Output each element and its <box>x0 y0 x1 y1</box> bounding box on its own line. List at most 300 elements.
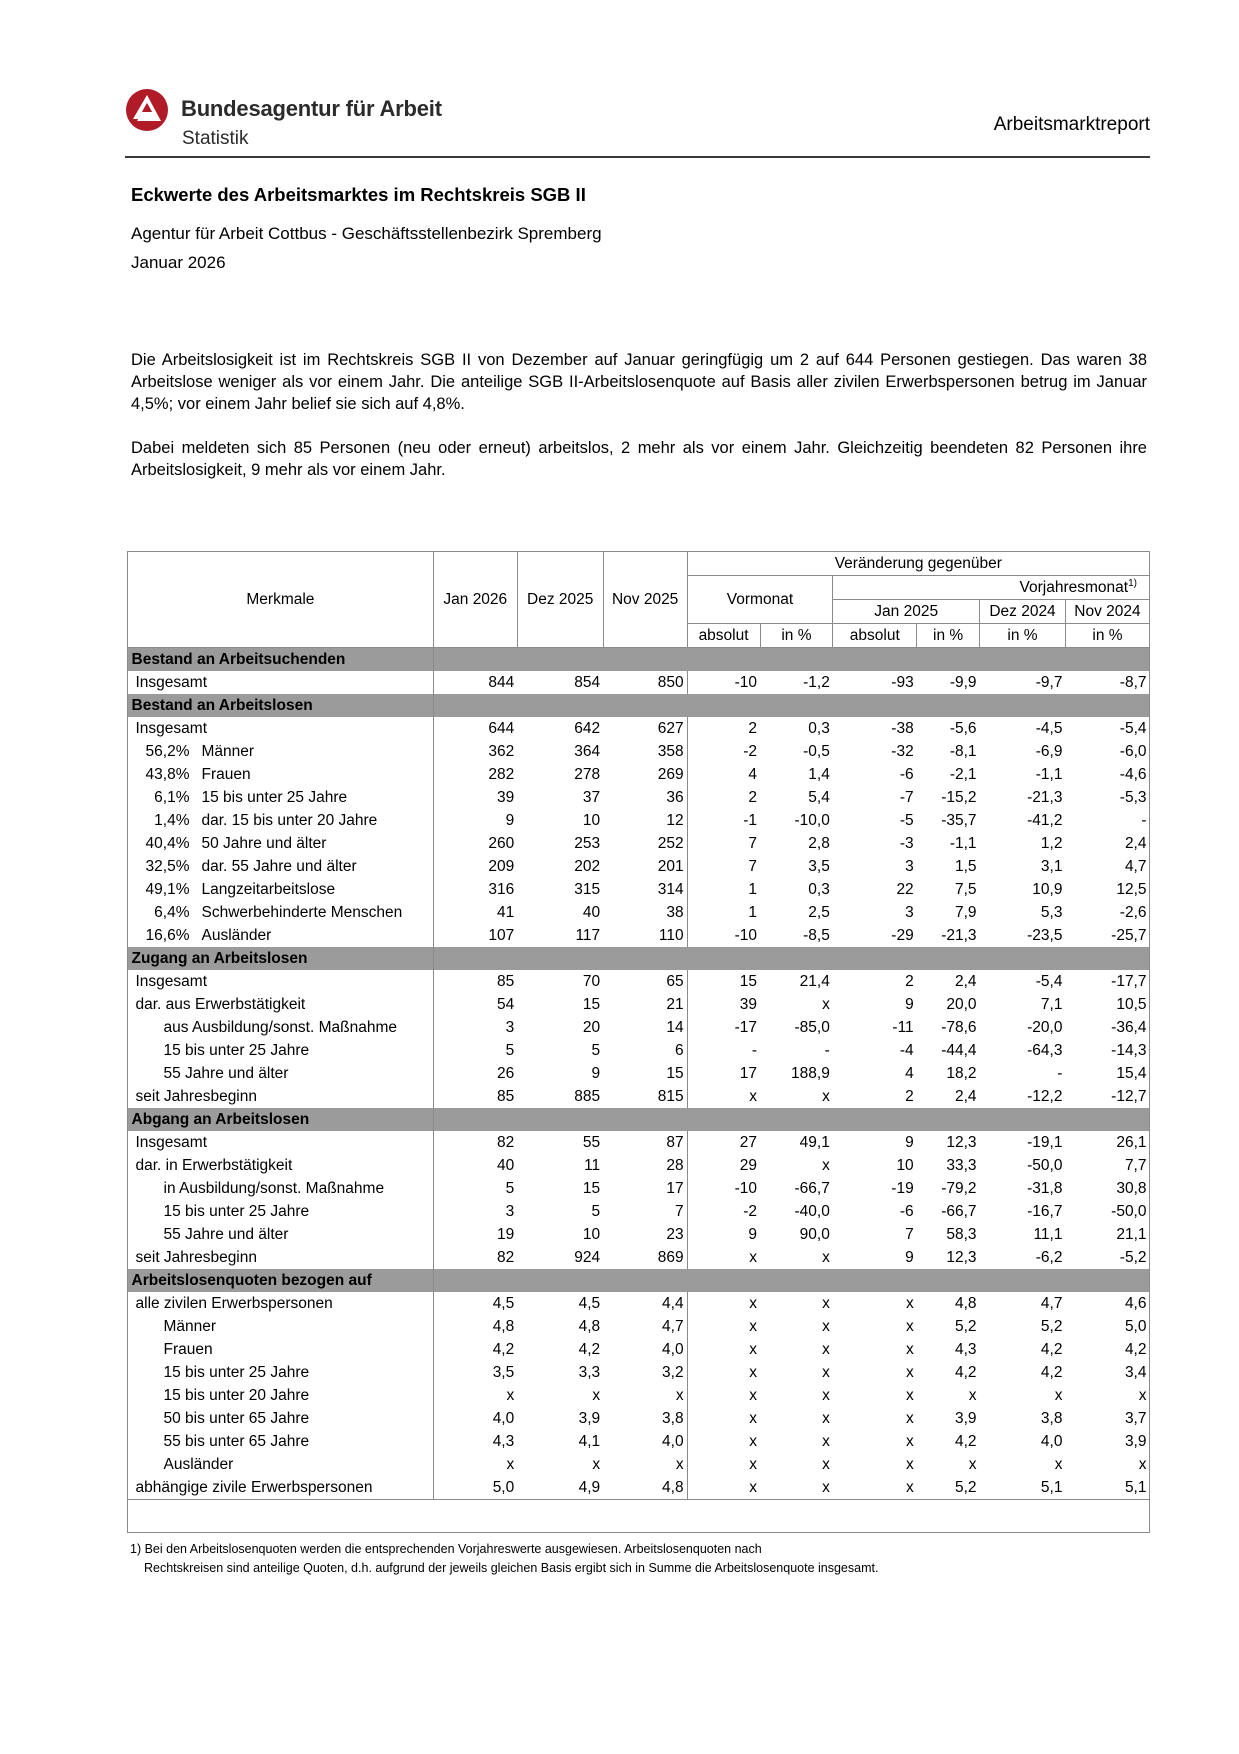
value-cell: 4,2 <box>1040 1340 1063 1358</box>
section-fill <box>433 648 1149 672</box>
value-cell: 4,0 <box>1040 1432 1063 1450</box>
value-cell: 15 <box>582 995 601 1013</box>
table-row <box>128 1223 1150 1246</box>
value-cell: 869 <box>603 1246 687 1269</box>
row-label: 55 Jahre und älter <box>163 1064 289 1082</box>
value-cell: 2 <box>748 719 758 737</box>
row-label-cell <box>128 1085 434 1108</box>
row-label-cell <box>128 1453 434 1476</box>
section-fill <box>433 1269 1149 1292</box>
value-cell: 40 <box>582 903 601 921</box>
value-cell: 20 <box>582 1018 601 1036</box>
value-cell: 2 <box>748 788 758 806</box>
value-cell: x <box>822 1248 830 1266</box>
row-label: Männer <box>163 1317 217 1335</box>
row-label: seit Jahresbeginn <box>135 1248 257 1266</box>
section-header-row <box>128 648 1150 672</box>
row-label: Insgesamt <box>135 673 208 691</box>
section-title: Abgang an Arbeitslosen <box>128 1108 434 1131</box>
row-label: Frauen <box>163 1340 213 1358</box>
value-cell: 4,7 <box>1124 857 1147 875</box>
row-label-cell <box>128 1200 434 1223</box>
header-merkmale: Merkmale <box>128 552 434 648</box>
value-cell: 1,5 <box>954 857 977 875</box>
value-cell: 7,5 <box>954 880 977 898</box>
value-cell: 3,4 <box>1124 1363 1147 1381</box>
value-cell: 5,0 <box>1124 1317 1147 1335</box>
row-label-cell <box>128 1384 434 1407</box>
value-cell: 21,4 <box>799 972 830 990</box>
table-row <box>128 993 1150 1016</box>
value-cell: 12 <box>603 809 687 832</box>
value-cell: 70 <box>582 972 601 990</box>
section-fill <box>433 694 1149 717</box>
value-cell: 9 <box>905 995 914 1013</box>
value-cell: x <box>749 1432 758 1450</box>
value-cell: x <box>822 1386 830 1404</box>
value-cell: 9 <box>748 1225 758 1243</box>
value-cell: 17 <box>739 1064 758 1082</box>
row-label: Ausländer <box>163 1455 234 1473</box>
value-cell: x <box>822 1340 830 1358</box>
value-cell: 11 <box>584 1156 601 1174</box>
value-cell: 188,9 <box>791 1064 830 1082</box>
header-nov2024: Nov 2024 <box>1065 600 1149 624</box>
value-cell: 854 <box>574 673 601 691</box>
header-vorjahresmonat: Vorjahresmonat$^{1)}$ <box>833 576 1150 600</box>
value-cell: 209 <box>488 857 515 875</box>
value-cell: -78,6 <box>941 1018 977 1036</box>
value-cell: -10,0 <box>794 811 830 829</box>
table-row <box>128 1246 1150 1269</box>
value-cell: -8,7 <box>1119 673 1147 691</box>
row-label-cell <box>128 1177 434 1200</box>
value-cell: -19 <box>891 1179 914 1197</box>
table-row <box>128 832 1150 855</box>
value-cell: -5 <box>899 811 914 829</box>
row-label-cell <box>128 1407 434 1430</box>
summary-paragraph-1: Die Arbeitslosigkeit ist im Rechtskreis SGB II von Dezember auf Januar geringfügig um 2 auf 644 Personen gestiegen. Das waren 38 Arbeitslose weniger als vor einem Jahr. Die anteilige SGB II-Arbeitslosenquote auf Basis aller zivilen Erwerbspersonen betrug im Januar 4,5%; vor einem Jahr belief sie sich auf 4,8%. <box>131 351 1147 413</box>
value-cell: 202 <box>574 857 601 875</box>
value-cell: -1,1 <box>1035 765 1063 783</box>
row-label-cell <box>128 1223 434 1246</box>
value-cell: 26 <box>497 1064 515 1082</box>
value-cell: 26,1 <box>1116 1133 1147 1151</box>
value-cell: -93 <box>891 673 914 691</box>
row-label-cell <box>128 1016 434 1039</box>
value-cell: -17,7 <box>1111 972 1147 990</box>
value-cell: 0,3 <box>808 719 830 737</box>
summary-paragraph-2: Dabei meldeten sich 85 Personen (neu oder erneut) arbeitslos, 2 mehr als vor einem Jahr. Gleichzeitig beendeten 82 Personen ihre Arbeitslosigkeit, 9 mehr als vor einem Jahr. <box>131 439 1147 479</box>
value-cell: -7 <box>899 788 914 806</box>
value-cell: - <box>1057 1064 1063 1082</box>
value-cell: x <box>905 1317 914 1335</box>
value-cell: 260 <box>488 834 515 852</box>
value-cell: 627 <box>603 717 687 740</box>
row-label-cell <box>128 1338 434 1361</box>
value-cell: 30,8 <box>1116 1179 1147 1197</box>
value-cell: -16,7 <box>1027 1202 1063 1220</box>
value-cell: 2,4 <box>954 972 977 990</box>
value-cell: x <box>749 1409 758 1427</box>
value-cell: 1,4 <box>808 765 830 783</box>
table-row <box>128 1085 1150 1108</box>
table-row <box>128 671 1150 694</box>
row-share-pct: 1,4% <box>154 811 190 829</box>
table-row <box>128 1292 1150 1315</box>
row-label: dar. in Erwerbstätigkeit <box>135 1156 293 1174</box>
value-cell: -41,2 <box>1027 811 1063 829</box>
report-date: Januar 2026 <box>131 253 226 272</box>
value-cell: x <box>822 995 830 1013</box>
value-cell: -0,5 <box>803 742 830 760</box>
value-cell: 269 <box>603 763 687 786</box>
value-cell: 38 <box>603 901 687 924</box>
row-label: 15 bis unter 25 Jahre <box>163 1363 310 1381</box>
value-cell: 1 <box>748 880 758 898</box>
value-cell: -1 <box>743 811 758 829</box>
value-cell: 3,7 <box>1124 1409 1147 1427</box>
value-cell: x <box>833 1476 917 1500</box>
row-label: dar. 15 bis unter 20 Jahre <box>201 811 378 829</box>
row-label: 15 bis unter 25 Jahre <box>163 1202 310 1220</box>
value-cell: -19,1 <box>1027 1133 1063 1151</box>
row-label-cell <box>128 993 434 1016</box>
value-cell: 7 <box>748 834 758 852</box>
value-cell: -85,0 <box>794 1018 830 1036</box>
value-cell: 644 <box>488 719 515 737</box>
row-label: seit Jahresbeginn <box>135 1087 257 1105</box>
value-cell: 4,4 <box>603 1292 687 1315</box>
value-cell: 2 <box>905 972 914 990</box>
value-cell: x <box>749 1363 758 1381</box>
row-label-cell <box>128 901 434 924</box>
table-row <box>128 763 1150 786</box>
value-cell: 49,1 <box>799 1133 830 1151</box>
value-cell: -25,7 <box>1111 926 1147 944</box>
header-jan2025-pct: in % <box>917 624 980 648</box>
value-cell: 4,6 <box>1124 1294 1147 1312</box>
row-share-pct: 6,4% <box>154 903 190 921</box>
section-header-row <box>128 1269 1150 1292</box>
value-cell: x <box>968 1455 977 1473</box>
value-cell: 20,0 <box>946 995 977 1013</box>
value-cell: -64,3 <box>1027 1041 1063 1059</box>
row-label: 50 Jahre und älter <box>201 834 327 852</box>
header-dez2024: Dez 2024 <box>980 600 1066 624</box>
footnote-line-2: Rechtskreisen sind anteilige Quoten, d.h. aufgrund der jeweils gleichen Basis ergibt sich in Summe die Arbeitslosenquote insgesamt. <box>144 1561 879 1575</box>
value-cell: 2,4 <box>954 1087 977 1105</box>
value-cell: 7 <box>905 1225 914 1243</box>
value-cell: x <box>749 1455 758 1473</box>
value-cell: -2 <box>743 1202 758 1220</box>
value-cell: - <box>824 1041 830 1059</box>
row-label-cell <box>128 671 434 694</box>
value-cell: 36 <box>603 786 687 809</box>
row-label: Langzeitarbeitslose <box>201 880 336 898</box>
value-cell: 90,0 <box>799 1225 830 1243</box>
value-cell: -14,3 <box>1111 1041 1147 1059</box>
row-label: Insgesamt <box>135 1133 208 1151</box>
value-cell: 4,3 <box>492 1432 515 1450</box>
value-cell: 2,8 <box>808 834 830 852</box>
value-cell: 15 <box>582 1179 601 1197</box>
value-cell: -36,4 <box>1111 1018 1147 1036</box>
value-cell: x <box>822 1432 830 1450</box>
value-cell: 14 <box>603 1016 687 1039</box>
table-row <box>128 809 1150 832</box>
value-cell: -17 <box>734 1018 758 1036</box>
value-cell: -4 <box>899 1041 914 1059</box>
value-cell: -1,2 <box>803 673 830 691</box>
row-label: dar. aus Erwerbstätigkeit <box>135 995 306 1013</box>
value-cell: 7,1 <box>1040 995 1063 1013</box>
header-dez2025: Dez 2025 <box>517 552 603 648</box>
value-cell: -21,3 <box>941 926 977 944</box>
table-row <box>128 1407 1150 1430</box>
value-cell: 10,9 <box>1032 880 1063 898</box>
value-cell: 4,2 <box>578 1340 601 1358</box>
value-cell: x <box>749 1294 758 1312</box>
row-share-pct: 40,4% <box>145 834 190 852</box>
row-label: aus Ausbildung/sonst. Maßnahme <box>163 1018 397 1036</box>
header-vormonat-pct: in % <box>760 624 833 648</box>
value-cell: 10 <box>896 1156 914 1174</box>
value-cell: 4,5 <box>578 1294 601 1312</box>
value-cell: -1,1 <box>949 834 977 852</box>
value-cell: 4 <box>748 765 758 783</box>
value-cell: 4,7 <box>1040 1294 1063 1312</box>
value-cell: -35,7 <box>941 811 977 829</box>
value-cell: 314 <box>603 878 687 901</box>
row-label: 55 bis unter 65 Jahre <box>163 1432 310 1450</box>
value-cell: 924 <box>574 1248 601 1266</box>
row-share-pct: 49,1% <box>145 880 190 898</box>
row-label: 15 bis unter 25 Jahre <box>163 1041 310 1059</box>
value-cell: 82 <box>497 1133 515 1151</box>
value-cell: x <box>822 1363 830 1381</box>
value-cell: x <box>749 1386 758 1404</box>
value-cell: 4,8 <box>492 1317 515 1335</box>
row-label-cell <box>128 1154 434 1177</box>
value-cell: 252 <box>603 832 687 855</box>
table-row <box>128 1062 1150 1085</box>
value-cell: 28 <box>603 1154 687 1177</box>
table-row <box>128 901 1150 924</box>
value-cell: x <box>603 1453 687 1476</box>
row-label: 50 bis unter 65 Jahre <box>163 1409 310 1427</box>
value-cell: x <box>749 1248 758 1266</box>
value-cell: 2,5 <box>808 903 830 921</box>
value-cell: x <box>905 1294 914 1312</box>
row-label: 15 bis unter 20 Jahre <box>163 1386 310 1404</box>
section-header-row <box>128 1108 1150 1131</box>
value-cell: 10 <box>582 811 601 829</box>
header-jan2025: Jan 2025 <box>833 600 980 624</box>
value-cell: -9,7 <box>1035 673 1063 691</box>
region-subtitle: Agentur für Arbeit Cottbus - Geschäftsstellenbezirk Spremberg <box>131 224 602 243</box>
row-label-cell <box>128 832 434 855</box>
value-cell: 4,1 <box>578 1432 601 1450</box>
section-fill <box>433 1108 1149 1131</box>
value-cell: 3,1 <box>1040 857 1063 875</box>
row-label: 55 Jahre und älter <box>163 1225 289 1243</box>
table-row <box>128 1361 1150 1384</box>
value-cell: x <box>603 1384 687 1407</box>
value-cell: 5,3 <box>1040 903 1063 921</box>
value-cell: -6 <box>899 765 914 783</box>
value-cell: 1,2 <box>1040 834 1063 852</box>
section-title: Bestand an Arbeitslosen <box>128 694 434 717</box>
value-cell: 7,9 <box>954 903 977 921</box>
value-cell: -66,7 <box>941 1202 977 1220</box>
value-cell: -20,0 <box>1027 1018 1063 1036</box>
value-cell: x <box>1054 1386 1063 1404</box>
section-header-row <box>128 947 1150 970</box>
value-cell: 5,2 <box>1040 1317 1063 1335</box>
section-title: Bestand an Arbeitsuchenden <box>128 648 434 672</box>
value-cell: x <box>749 1317 758 1335</box>
value-cell: 850 <box>603 671 687 694</box>
value-cell: 3,8 <box>1040 1409 1063 1427</box>
value-cell: 22 <box>896 880 914 898</box>
value-cell: 3 <box>505 1202 515 1220</box>
value-cell: 4,2 <box>1040 1363 1063 1381</box>
row-label: Insgesamt <box>135 719 208 737</box>
row-label-cell <box>128 878 434 901</box>
section-title: Arbeitslosenquoten bezogen auf <box>128 1269 434 1292</box>
table-row <box>128 1338 1150 1361</box>
value-cell: 33,3 <box>946 1156 977 1174</box>
row-label: Ausländer <box>201 926 272 944</box>
header-vormonat: Vormonat <box>687 576 833 624</box>
table-row <box>128 1430 1150 1453</box>
table-row <box>128 1131 1150 1154</box>
value-cell: x <box>1054 1455 1063 1473</box>
value-cell: x <box>1138 1386 1147 1404</box>
row-label-cell <box>128 717 434 740</box>
value-cell: 5,2 <box>954 1317 977 1335</box>
ba-logo-icon <box>125 88 169 132</box>
value-cell: -2 <box>743 742 758 760</box>
value-cell: 9 <box>591 1064 601 1082</box>
row-share-pct: 56,2% <box>145 742 190 760</box>
value-cell: -40,0 <box>794 1202 830 1220</box>
value-cell: 4,2 <box>954 1432 977 1450</box>
row-label-cell <box>128 1131 434 1154</box>
value-cell: -31,8 <box>1027 1179 1063 1197</box>
value-cell: -50,0 <box>1027 1156 1063 1174</box>
value-cell: -6,2 <box>1035 1248 1063 1266</box>
row-share-pct: 6,1% <box>154 788 190 806</box>
row-label-cell <box>128 1246 434 1269</box>
value-cell: -11 <box>892 1018 914 1036</box>
value-cell: 4 <box>905 1064 914 1082</box>
value-cell: -3 <box>899 834 914 852</box>
value-cell: 4,8 <box>603 1476 687 1500</box>
table-row <box>128 717 1150 740</box>
table-row <box>128 970 1150 993</box>
value-cell: 3,3 <box>578 1363 601 1381</box>
value-cell: x <box>822 1317 830 1335</box>
value-cell: -23,5 <box>1027 926 1063 944</box>
value-cell: -6,9 <box>1035 742 1063 760</box>
value-cell: -29 <box>891 926 914 944</box>
header-nov2024-pct: in % <box>1065 624 1149 648</box>
header-dez2024-pct: in % <box>980 624 1066 648</box>
value-cell: 815 <box>603 1085 687 1108</box>
value-cell: 362 <box>488 742 515 760</box>
row-label-cell <box>128 786 434 809</box>
value-cell: 5,1 <box>980 1476 1066 1500</box>
table-row <box>128 1453 1150 1476</box>
page-title: Eckwerte des Arbeitsmarktes im Rechtskreis SGB II <box>131 184 586 205</box>
value-cell: 39 <box>739 995 758 1013</box>
report-label: Arbeitsmarktreport <box>993 114 1150 135</box>
value-cell: 10,5 <box>1116 995 1147 1013</box>
value-cell: x <box>506 1455 515 1473</box>
value-cell: x <box>749 1087 758 1105</box>
value-cell: 358 <box>603 740 687 763</box>
value-cell: 201 <box>603 855 687 878</box>
value-cell: 5,4 <box>808 788 830 806</box>
value-cell: - <box>1141 811 1147 829</box>
value-cell: x <box>905 1409 914 1427</box>
value-cell: 9 <box>905 1133 914 1151</box>
table-row <box>128 786 1150 809</box>
value-cell: 4,2 <box>1124 1340 1147 1358</box>
value-cell: 3 <box>505 1018 515 1036</box>
value-cell: 17 <box>603 1177 687 1200</box>
value-cell: 253 <box>574 834 601 852</box>
footnote-line-1: 1) Bei den Arbeitslosenquoten werden die entsprechenden Vorjahreswerte ausgewiesen. Arbeitslosenquoten nach <box>130 1542 762 1556</box>
value-cell: -32 <box>891 742 914 760</box>
value-cell: -2,6 <box>1119 903 1147 921</box>
row-label-cell <box>128 1430 434 1453</box>
value-cell: 6 <box>603 1039 687 1062</box>
value-cell: 4,0 <box>603 1430 687 1453</box>
value-cell: -66,7 <box>794 1179 830 1197</box>
value-cell: -8,1 <box>949 742 977 760</box>
table-row <box>128 1039 1150 1062</box>
value-cell: 12,3 <box>946 1248 977 1266</box>
value-cell: 87 <box>603 1131 687 1154</box>
value-cell: -4,5 <box>1035 719 1063 737</box>
value-cell: 5 <box>505 1041 515 1059</box>
value-cell: -5,6 <box>949 719 977 737</box>
header-nov2025: Nov 2025 <box>603 552 687 648</box>
value-cell: 3,9 <box>578 1409 601 1427</box>
value-cell: 12,5 <box>1116 880 1147 898</box>
value-cell: x <box>905 1432 914 1450</box>
value-cell: 4,8 <box>578 1317 601 1335</box>
value-cell: 5 <box>505 1179 515 1197</box>
value-cell: 4,3 <box>954 1340 977 1358</box>
value-cell: 3,5 <box>808 857 830 875</box>
value-cell: 85 <box>497 1087 515 1105</box>
value-cell: 2 <box>905 1087 914 1105</box>
value-cell: x <box>749 1340 758 1358</box>
value-cell: 7,7 <box>1124 1156 1147 1174</box>
value-cell: 5,0 <box>433 1476 517 1500</box>
value-cell: - <box>751 1041 758 1059</box>
value-cell: 117 <box>575 926 601 944</box>
row-share-pct: 43,8% <box>145 765 190 783</box>
value-cell: -12,7 <box>1111 1087 1147 1105</box>
row-label-cell <box>128 740 434 763</box>
section-title: Zugang an Arbeitslosen <box>128 947 434 970</box>
row-label-cell <box>128 1315 434 1338</box>
